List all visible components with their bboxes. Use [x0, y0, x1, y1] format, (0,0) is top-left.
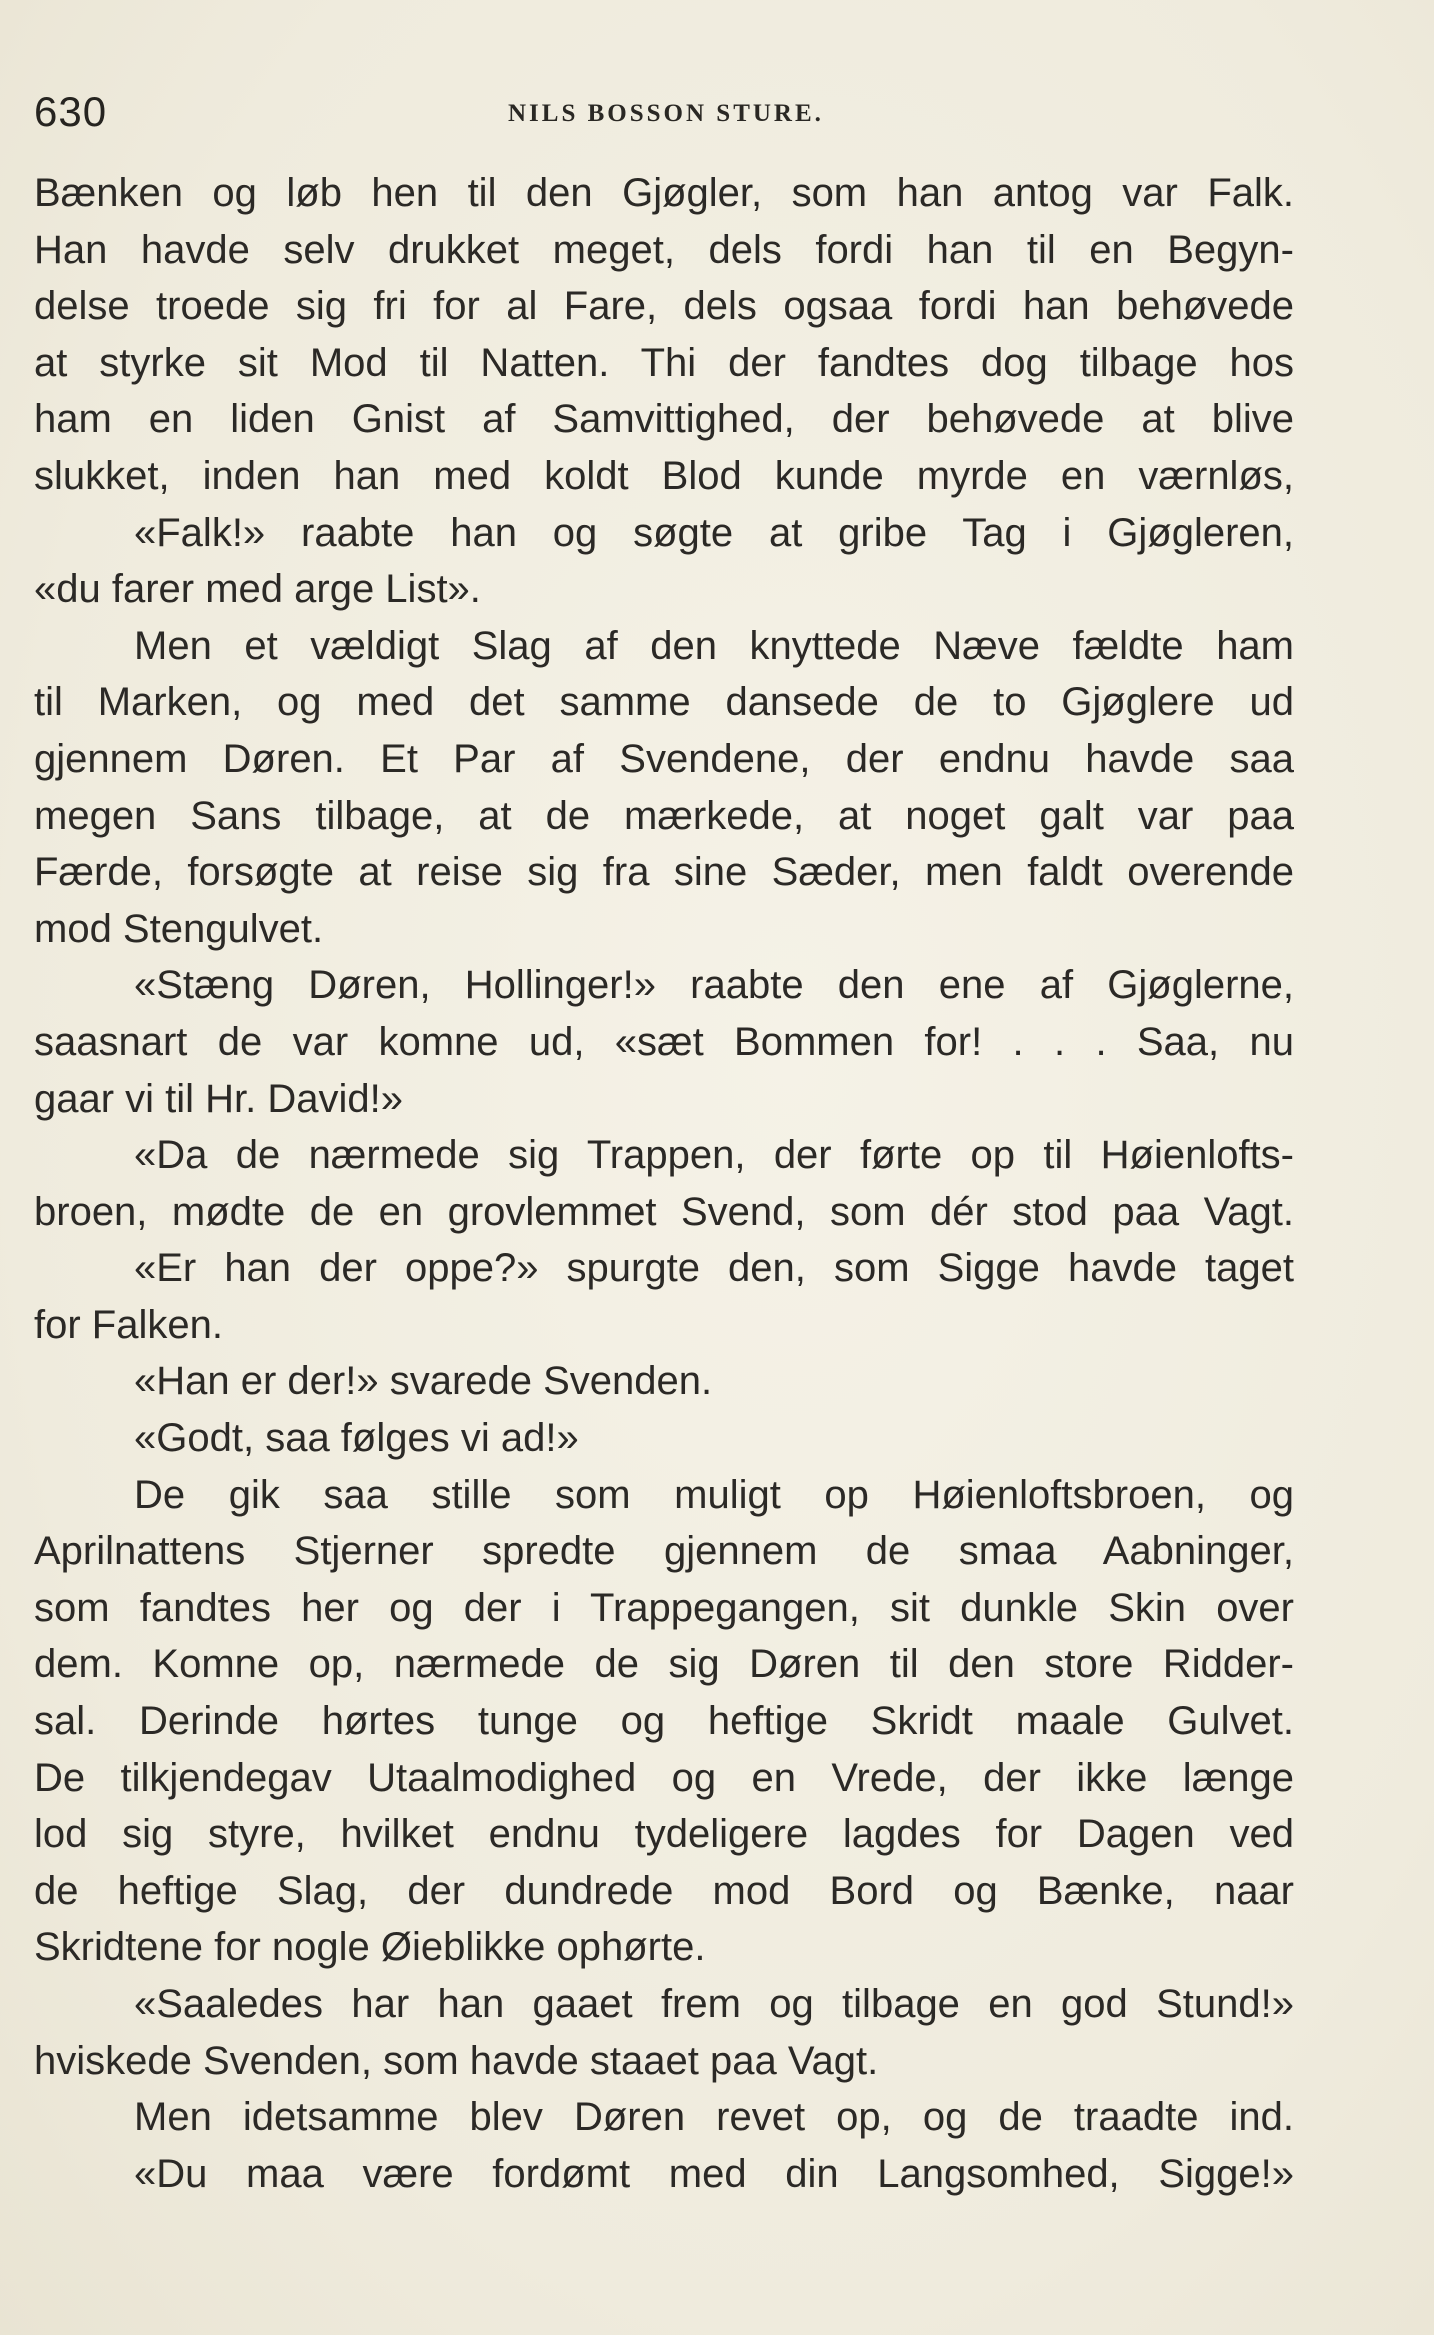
page-number: 630 — [34, 88, 108, 135]
page-header — [34, 88, 1294, 148]
text-line: mod Stengulvet. — [34, 906, 324, 951]
text-line: Færde, forsøgte at reise sig fra sine Sæder, men faldt overende — [34, 850, 1294, 895]
text-line: De tilkjendegav Utaalmodighed og en Vrede, der ikke længe — [34, 1755, 1294, 1800]
text-line: megen Sans tilbage, at de mærkede, at noget galt var paa — [34, 793, 1294, 838]
text-line: Men idetsamme blev Døren revet op, og de traadte ind. — [134, 2095, 1294, 2140]
text-line: Skridtene for nogle Øieblikke ophørte. — [34, 1925, 706, 1970]
running-title: NILS BOSSON STURE. — [508, 100, 824, 127]
text-line: Bænken og løb hen til den Gjøgler, som han antog var Falk. — [34, 171, 1294, 215]
text-line: «Er han der oppe?» spurgte den, som Sigge havde taget — [134, 1246, 1294, 1291]
text-line: «Stæng Døren, Hollinger!» raabte den ene af Gjøglerne, — [134, 963, 1294, 1008]
text-line: «Falk!» raabte han og søgte at gribe Tag i Gjøgleren, — [134, 510, 1294, 555]
text-line: Han havde selv drukket meget, dels fordi han til en Begyn- — [34, 227, 1294, 272]
text-line: slukket, inden han med koldt Blod kunde myrde en værnløs, — [34, 453, 1294, 498]
text-line: ham en liden Gnist af Samvittighed, der behøvede at blive — [34, 397, 1294, 442]
text-line: «Godt, saa følges vi ad!» — [134, 1416, 579, 1461]
text-line: dem. Komne op, nærmede de sig Døren til den store Ridder- — [34, 1642, 1294, 1687]
text-line: hviskede Svenden, som havde staaet paa Vagt. — [34, 2038, 879, 2083]
text-line: «du farer med arge List». — [34, 567, 481, 612]
text-line: for Falken. — [34, 1302, 223, 1347]
text-line: lod sig styre, hvilket endnu tydeligere lagdes for Dagen ved — [34, 1812, 1294, 1857]
text-line: til Marken, og med det samme dansede de to Gjøglere ud — [34, 680, 1294, 725]
text-line: gjennem Døren. Et Par af Svendene, der endnu havde saa — [34, 736, 1294, 781]
text-line: sal. Derinde hørtes tunge og heftige Skridt maale Gulvet. — [34, 1699, 1294, 1744]
body-text — [34, 165, 1294, 2202]
text-line: at styrke sit Mod til Natten. Thi der fandtes dog tilbage hos — [34, 340, 1294, 385]
text-line: gaar vi til Hr. David!» — [34, 1076, 404, 1121]
text-line: «Han er der!» svarede Svenden. — [134, 1359, 713, 1404]
text-line: delse troede sig fri for al Fare, dels ogsaa fordi han behøvede — [34, 284, 1294, 329]
text-line: «Da de nærmede sig Trappen, der førte op til Høienlofts- — [134, 1133, 1294, 1178]
text-line: De gik saa stille som muligt op Høienloftsbroen, og — [134, 1472, 1294, 1517]
text-line: Aprilnattens Stjerner spredte gjennem de smaa Aabninger, — [34, 1529, 1294, 1574]
text-line: broen, mødte de en grovlemmet Svend, som dér stod paa Vagt. — [34, 1189, 1294, 1234]
text-line: saasnart de var komne ud, «sæt Bommen for! . . . Saa, nu — [34, 1019, 1294, 1064]
text-line: Men et vældigt Slag af den knyttede Næve fældte ham — [134, 623, 1294, 668]
text-line: «Du maa være fordømt med din Langsomhed, Sigge!» — [134, 2151, 1294, 2196]
text-line: «Saaledes har han gaaet frem og tilbage en god Stund!» — [134, 1982, 1294, 2026]
text-line: som fandtes her og der i Trappegangen, sit dunkle Skin over — [34, 1585, 1294, 1630]
text-line: de heftige Slag, der dundrede mod Bord og Bænke, naar — [34, 1868, 1294, 1913]
